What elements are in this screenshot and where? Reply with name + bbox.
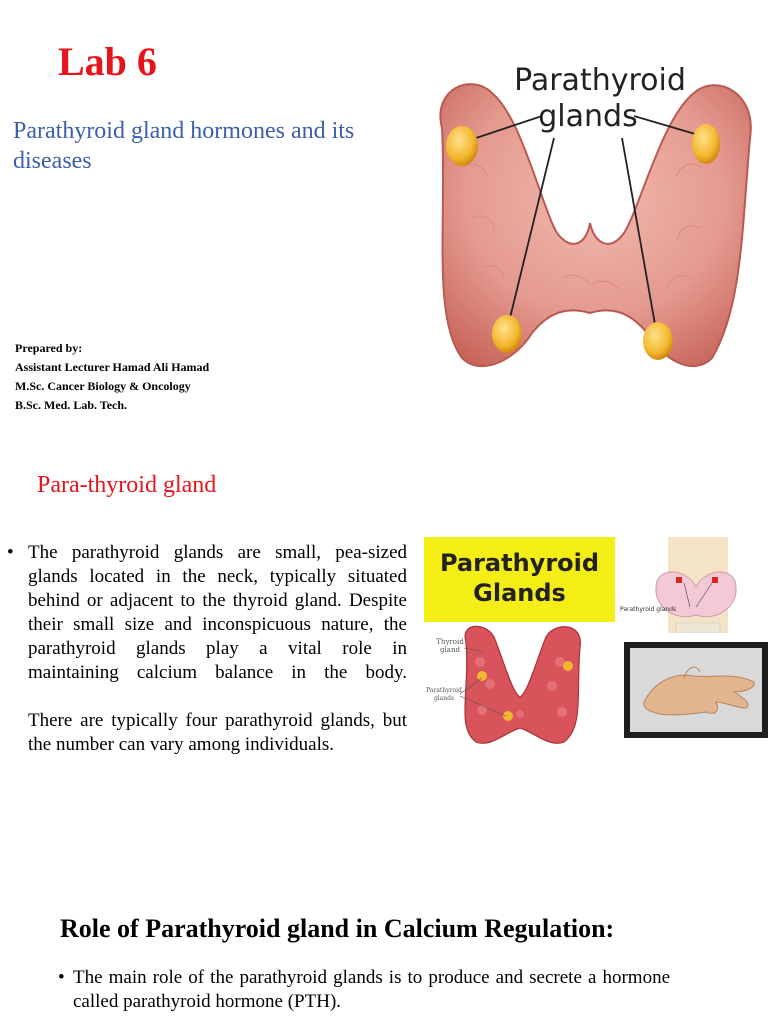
bullet-item [5,541,407,757]
label-thyroid-1: Thyroid [436,638,464,646]
label-parathyroid-2: glands [433,695,455,702]
role-paragraph: The main role of the parathyroid glands is to produce and secrete a hormone called parathyroid hormone (PTH). [73,967,670,1012]
author-block [15,339,209,415]
author-degree-bsc: B.Sc. Med. Lab. Tech. [15,398,128,412]
banner-line2: Glands [473,579,566,607]
prepared-by-label: Prepared by: [15,341,83,355]
label-parathyroid-1: Parathyroid [426,687,462,694]
figure-heading-line1: Parathyroid [514,63,686,98]
bullet-item [58,966,670,1014]
paragraph-description: The parathyroid glands are small, pea-sized glands located in the neck, typically situated behind or adjacent to the thyroid gland. Despite their small size and inconspicuous nature, the parathyroid glands play a vital role in maintaining calcium balance in the body. [28,542,407,683]
glands-banner [424,537,615,622]
gland-bottom-right [643,322,673,360]
label-thyroid-2: gland [440,646,460,654]
author-degree-msc: M.Sc. Cancer Biology & Oncology [15,379,191,393]
bullet-marker: • [7,542,14,563]
role-bullet-list [58,966,670,1014]
neck-anatomy-diagram [616,537,768,633]
figure-heading-line2: glands [538,99,638,134]
parathyroid-bullet-list [5,541,407,757]
gland-top-right [692,124,720,164]
lab-title: Lab 6 [58,39,157,84]
gland-bottom-left [492,315,522,353]
banner-line1: Parathyroid [439,549,600,577]
gland-top-left [446,126,478,166]
role-heading: Role of Parathyroid gland in Calcium Regulation: [60,914,615,943]
parathyroid-glands-figure [412,58,768,378]
hand-photo-figure [624,642,768,738]
paragraph-count: There are typically four parathyroid glands, but the number can vary among individuals. [28,710,407,755]
neck-label: Parathyroid glands [620,606,677,613]
lab-subtitle: Parathyroid gland hormones and its diseases [13,118,355,174]
author-name: Assistant Lecturer Hamad Ali Hamad [15,360,210,374]
thyroid-diagram [424,622,615,748]
section-title: Para-thyroid gland [37,472,217,498]
bullet-marker: • [58,967,65,988]
